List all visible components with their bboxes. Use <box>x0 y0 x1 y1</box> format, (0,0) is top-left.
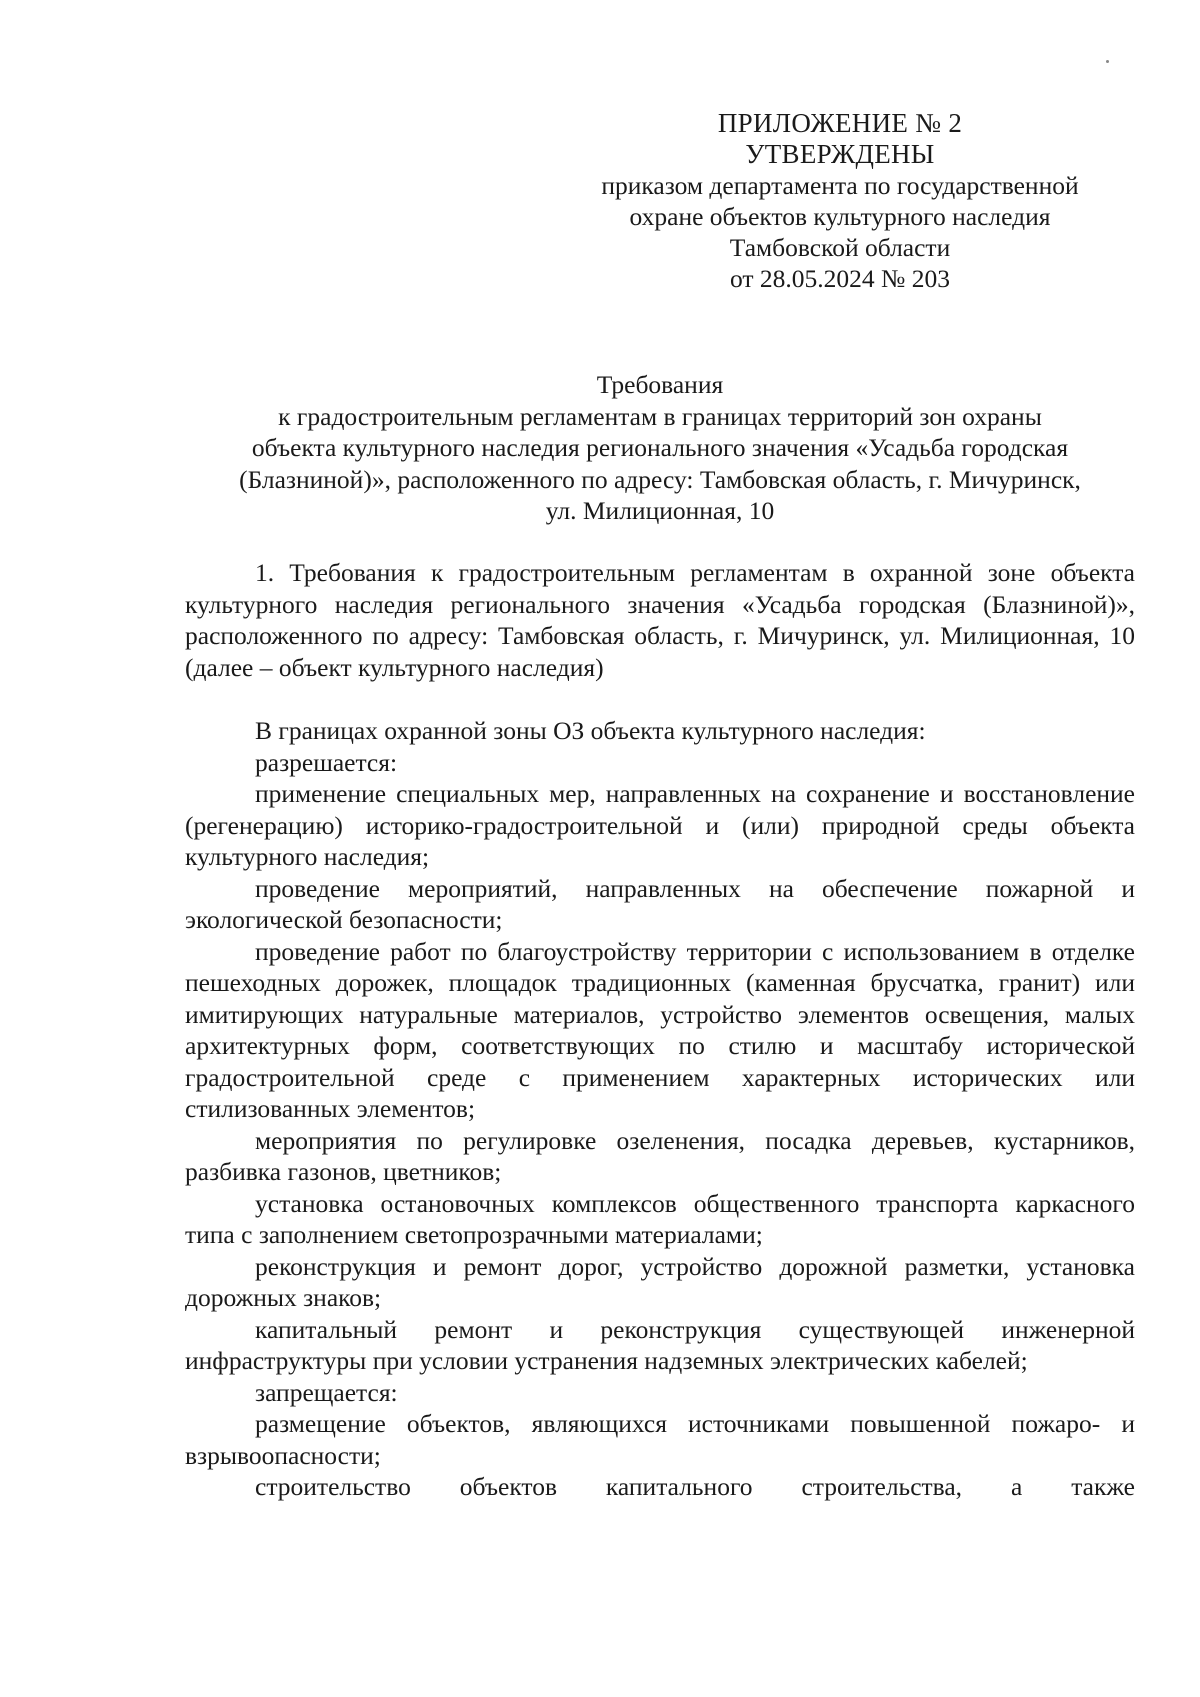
allowed-item: проведение мероприятий, направленных на обеспечение пожарной и экологической безопасности; <box>185 873 1135 934</box>
approval-line: охране объектов культурного наследия <box>629 202 1051 231</box>
allowed-item: мероприятия по регулировке озеленения, посадка деревьев, кустарников, разбивка газонов, цветников; <box>185 1125 1135 1186</box>
document-title <box>185 369 1135 527</box>
title-line: объекта культурного наследия регионального значения «Усадьба городская <box>251 433 1069 462</box>
zone-intro: В границах охранной зоны ОЗ объекта культурного наследия: <box>255 716 926 745</box>
document-body <box>185 557 1135 1503</box>
title-line: (Блазниной)», расположенного по адресу: Тамбовская область, г. Мичуринск, <box>239 464 1081 494</box>
approved-label: УТВЕРЖДЕНЫ <box>745 139 935 169</box>
forbidden-label: запрещается: <box>255 1377 398 1407</box>
order-date-number: от 28.05.2024 № 203 <box>729 264 950 293</box>
allowed-item: проведение работ по благоустройству территории с использованием в отделке пешеходных дорожек, площадок традиционных (каменная брусчатка, гранит) или имитирующих натуральные материалов, устройство элементов освещения, малых архитектурных форм, соответствующих по стилю и масштабу исторической градостроительной среде с применением характерных исторических или стилизованных элементов; <box>185 936 1135 1123</box>
title-line: ул. Милиционная, 10 <box>545 496 775 525</box>
approval-header <box>560 108 1120 294</box>
allowed-label: разрешается: <box>255 747 398 777</box>
forbidden-item: размещение объектов, являющихся источниками повышенной пожаро- и взрывоопасности; <box>185 1409 1135 1470</box>
appendix-number: ПРИЛОЖЕНИЕ № 2 <box>717 108 963 138</box>
section-1-heading: 1. Требования к градостроительным регламентам в охранной зоне объекта культурного наследия регионального значения «Усадьба городская (Блазниной)», расположенного по адресу: Тамбовская область, г. Мичуринск, ул. Милиционная, 10 (далее – объект культурного наследия) <box>185 558 1135 682</box>
allowed-item: применение специальных мер, направленных на сохранение и восстановление (регенерацию) историко-градостроительной и (или) природной среды объекта культурного наследия; <box>185 779 1135 871</box>
allowed-item: установка остановочных комплексов общественного транспорта каркасного типа с заполнением светопрозрачными материалами; <box>185 1188 1135 1249</box>
scan-speck <box>1106 60 1109 63</box>
forbidden-item: строительство объектов капитального строительства, а также <box>255 1472 1135 1501</box>
title-heading: Требования <box>596 370 724 399</box>
approval-line: приказом департамента по государственной <box>601 171 1079 200</box>
allowed-item: реконструкция и ремонт дорог, устройство дорожной разметки, установка дорожных знаков; <box>185 1251 1135 1312</box>
approval-line: Тамбовской области <box>729 233 951 262</box>
title-line: к градостроительным регламентам в границах территорий зон охраны <box>278 401 1042 431</box>
allowed-item: капитальный ремонт и реконструкция существующей инженерной инфраструктуры при условии устранения надземных электрических кабелей; <box>185 1314 1135 1375</box>
